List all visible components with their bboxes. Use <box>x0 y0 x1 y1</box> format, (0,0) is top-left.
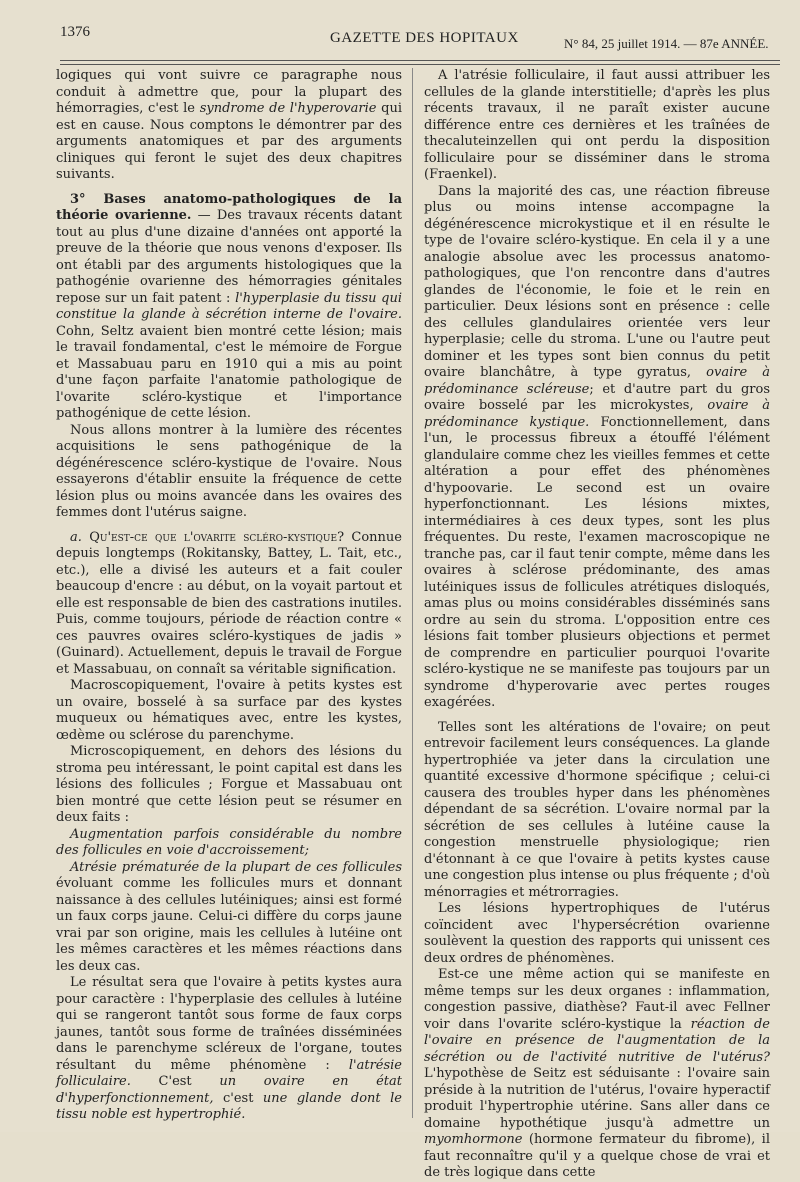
issue-info: N° 84, 25 juillet 1914. — 87e ANNÉE. <box>564 36 769 51</box>
emphasis: une glande dont le tissu noble est hypertrophié. <box>56 1090 402 1122</box>
text: Le résultat sera que l'ovaire à petits kystes aura pour caractère : l'hyperplasie des cellules à lutéine qui se rangeront tantôt sous forme de faux corps jaunes, tantôt sous forme de traînées disséminées dans le parenchyme scléreux de l'organe, toutes résultant du même phénomène : <box>56 975 402 1073</box>
emphasis: l'atrésie folliculaire. <box>56 1057 402 1089</box>
text: C'est <box>158 1074 192 1089</box>
text: Fonctionnellement, dans l'un, le processus fibreux a étouffé l'élément glandulaire comme chez les vieilles femmes et cette altération a pour effet des phénomènes d'hypoovarie. Le second est un ovaire hyperfonctionnant. Les lésions mixtes, intermédiaires à ces deux types, sont les plus fréquentes. Du reste, l'examen macroscopique ne tranche pas, car il faut tenir compte, même dans les ovaires à sclérose prédominante, des amas lutéiniques issus de follicules atrétiques disloqués, amas plus ou moins considérables disséminés sans ordre au sein du stroma. L'opposition entre ces lésions fait tomber plusieurs objections et permet de comprendre en particulier pourquoi l'ovarite scléro-kystique ne se manifeste pas toujours par un syndrome d'hyperovarie avec pertes rouges exagérées. <box>424 414 770 710</box>
text: Dans la majorité des cas, une réaction fibreuse plus ou moins intense accompagne la dégénérescence microkystique et il en résulte le type de l'ovaire scléro-kystique. En cela il y a une analogie absolue avec les processus anatomo-pathologiques, que l'on rencontre dans d'autres glandes de l'économie, le foie et le rein en particulier. Deux lésions sont en présence : celle des cellules glandulaires orientée vers leur hyperplasie; celle du stroma. L'une ou l'autre peut dominer et les types sont bien connus du petit ovaire blanchâtre, à type gyratus, <box>424 183 770 380</box>
header-rule-top <box>60 60 780 61</box>
paragraph <box>424 68 770 184</box>
paragraph <box>56 744 402 827</box>
emphasis: un ovaire en état d'hyperfonctionnement, <box>56 1074 402 1106</box>
paragraph <box>56 827 402 860</box>
emphasis: Atrésie prématurée de la plupart de ces follicules <box>70 859 402 875</box>
text: qui est en cause. Nous comptons le démontrer par des arguments anatomiques et par des arguments cliniques qui feront le sujet des deux chapitres suivants. <box>56 101 403 182</box>
text: L'hypothèse de Seitz est séduisante : l'ovaire sain préside à la nutrition de l'utérus, l'ovaire hyperactif produit l'hypertrophie utérine. Sans aller dans ce domaine hypothétique jusqu'à admettre un <box>424 1066 770 1131</box>
paragraph <box>56 423 402 522</box>
column-divider <box>412 68 413 1118</box>
paragraph <box>56 975 402 1124</box>
text: A l'atrésie folliculaire, il faut aussi attribuer les cellules de la glande interstitielle; d'après les plus récents travaux, il ne paraît exister aucune différence entre ces dernières et les traînées de thecaluteinzellen qui ont perdu la disposition folliculaire pour se disséminer dans le stroma (Fraenkel). <box>424 68 770 182</box>
header-rule-bottom <box>60 64 780 65</box>
text: Est-ce une même action qui se manifeste en même temps sur les deux organes : inflammation, congestion passive, diathèse? Faut-il avec Fellner voir dans l'ovarite scléro-kystique la <box>424 967 770 1032</box>
text: logiques qui vont suivre ce paragraphe nous conduit à admettre que, pour la plupart des hémorragies, c'est le <box>56 68 402 116</box>
text: Microscopiquement, en dehors des lésions du stroma peu intéressant, le point capital est dans les lésions des follicules ; Forgue et Massabuau ont bien montré que cette lésion peut se résumer en deux faits : <box>56 744 402 825</box>
subsection-label: a. <box>70 529 82 545</box>
emphasis: Augmentation parfois considérable du nombre des follicules en voie d'accroissement; <box>56 826 402 858</box>
text: c'est <box>223 1090 254 1106</box>
left-column <box>56 68 402 1124</box>
emphasis: ovaire à prédominance kystique. <box>424 398 770 430</box>
paragraph <box>424 901 770 967</box>
journal-title: GAZETTE DES HOPITAUX <box>330 30 519 46</box>
text: Connue depuis longtemps (Rokitansky, Battey, L. Tait, etc., etc.), elle a divisé les auteurs et a fait couler beaucoup d'encre : au début, on la voyait partout et elle est responsable de bien des castrations inutiles. Puis, comme toujours, période de réaction contre « ces pauvres ovaires scléro-kystiques de jadis » (Guinard). Actuellement, depuis le travail de Forgue et Massabuau, on connaît sa véritable signification. <box>56 529 402 677</box>
text: Macroscopiquement, l'ovaire à petits kystes est un ovaire, bosselé à sa surface par des kystes muqueux ou hématiques avec, entre les kystes, œdème ou sclérose du parenchyme. <box>56 678 402 743</box>
paragraph <box>424 184 770 712</box>
emphasis: myomhormone <box>424 1132 523 1147</box>
emphasis: ovaire à prédominance scléreuse <box>424 365 770 397</box>
section-title: 3° Bases anatomo-pathologiques de la théorie ovarienne. <box>56 191 402 223</box>
page-header <box>0 18 800 58</box>
text: Cohn, Seltz avaient bien montré cette lésion; mais le travail fondamental, c'est le mémoire de Forgue et Massabuau paru en 1910 qui a mis au point d'une façon parfaite l'anatomie pathologique de l'ovarite scléro-kystique et l'importance pathogénique de cette lésion. <box>56 323 402 421</box>
emphasis: l'hyperplasie du tissu qui constitue la glande à sécrétion interne de l'ovaire. <box>56 290 402 322</box>
paragraph <box>424 967 770 1182</box>
emphasis: réaction de l'ovaire en présence de l'augmentation de la sécrétion ou de l'activité nutritive de l'utérus? <box>424 1016 770 1065</box>
emphasis: syndrome de l'hyperovarie <box>199 101 377 116</box>
page-number: 1376 <box>60 24 90 40</box>
text: Nous allons montrer à la lumière des récentes acquisitions le sens pathogénique de la dégénérescence scléro-kystique de l'ovaire. Nous essayerons d'établir ensuite la fréquence de cette lésion plus ou moins avancée dans les ovaires des femmes dont l'utérus saigne. <box>56 422 402 520</box>
text: Les lésions hypertrophiques de l'utérus coïncident avec l'hypersécrétion ovarienne soulèvent la question des rapports qui unissent ces deux ordres de phénomènes. <box>424 901 770 966</box>
text: évoluant comme les follicules murs et donnant naissance à des cellules lutéiniques; ainsi est formé un faux corps jaune. Celui-ci diffère du corps jaune vrai par son origine, mais les cellules à lutéine ont les mêmes caractères et les mêmes réactions dans les deux cas. <box>56 876 402 974</box>
subsection-paragraph <box>56 530 402 679</box>
text: — Des travaux récents datant tout au plus d'une dizaine d'années ont apporté la preuve de la théorie que nous venons d'exposer. Ils ont établi par des arguments histologiques que la pathogénie ovarienne des hémorragies génitales repose sur un fait patent : <box>56 208 402 306</box>
text: Telles sont les altérations de l'ovaire; on peut entrevoir facilement leurs conséquences. La glande hypertrophiée va jeter dans la circulation une quantité excessive d'hormone spécifique ; celui-ci causera des troubles hyper dans les phénomènes dépendant de sa sécrétion. L'ovaire normal par la sécrétion de ses cellules à lutéine cause la congestion menstruelle physiologique; rien d'étonnant à ce que l'ovaire à petits kystes cause une congestion plus intense ou plus fréquente ; d'où ménorragies et métrorragies. <box>424 719 770 900</box>
right-column <box>424 68 770 1182</box>
subsection-title: Qu'est-ce que l'ovarite scléro-kystique? <box>89 529 345 545</box>
paragraph <box>424 720 770 902</box>
paragraph <box>56 68 402 184</box>
paragraph <box>56 860 402 976</box>
section-paragraph <box>56 192 402 423</box>
text: (hormone fermateur du fibrome), il faut reconnaître qu'il y a quelque chose de vrai et de très logique dans cette <box>424 1132 770 1180</box>
paragraph <box>56 678 402 744</box>
text: ; et d'autre part du gros ovaire bosselé par les microkystes, <box>424 381 770 413</box>
